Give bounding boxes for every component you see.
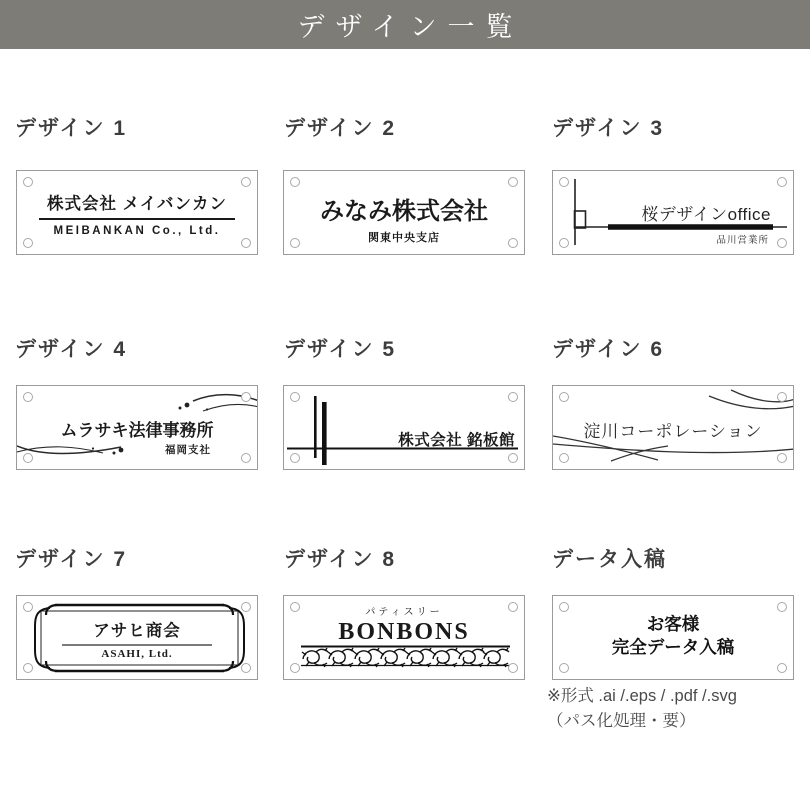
screw-hole-icon <box>777 177 787 187</box>
screw-hole-icon <box>777 453 787 463</box>
plate5-company-name: 株式会社 銘板館 <box>398 432 515 449</box>
screw-hole-icon <box>777 392 787 402</box>
screw-hole-icon <box>241 238 251 248</box>
data-upload-note <box>547 684 737 734</box>
screw-hole-icon <box>508 177 518 187</box>
page-title: デザイン一覧 <box>297 12 524 42</box>
screw-hole-icon <box>23 602 33 612</box>
screw-hole-icon <box>290 663 300 673</box>
screw-hole-icon <box>559 177 569 187</box>
screw-hole-icon <box>559 453 569 463</box>
plate6-company-name: 淀川コーポレーション <box>583 422 763 441</box>
note-outline-required: （パス化処理・要） <box>547 712 696 730</box>
screw-hole-icon <box>23 177 33 187</box>
screw-hole-icon <box>508 663 518 673</box>
plate1-company-name-en: MEIBANKAN Co., Ltd. <box>53 225 221 237</box>
plate7-company-name-en: ASAHI, Ltd. <box>101 647 173 660</box>
label-data-upload: データ入稿 <box>552 548 667 571</box>
note-formats: ※形式 .ai /.eps / .pdf /.svg <box>547 687 737 705</box>
screw-hole-icon <box>23 663 33 673</box>
screw-hole-icon <box>508 392 518 402</box>
data-upload-line2: 完全データ入稿 <box>611 637 735 657</box>
plate2-branch-name: 関東中央支店 <box>368 232 440 244</box>
plate-design-2 <box>283 170 525 255</box>
screw-hole-icon <box>559 602 569 612</box>
plate-data-upload <box>552 595 794 680</box>
label-design-3: デザイン 3 <box>552 117 665 140</box>
screw-hole-icon <box>777 238 787 248</box>
plate8-shop-name: BONBONS <box>338 619 470 645</box>
screw-hole-icon <box>290 602 300 612</box>
screw-hole-icon <box>508 238 518 248</box>
plate1-company-name: 株式会社 メイバンカン <box>47 195 227 213</box>
plate-design-8 <box>283 595 525 680</box>
label-design-5: デザイン 5 <box>284 338 397 361</box>
screw-hole-icon <box>23 453 33 463</box>
plate7-divider-line <box>62 644 212 646</box>
label-design-7: デザイン 7 <box>15 548 128 571</box>
plate7-company-name: アサヒ商会 <box>93 622 181 640</box>
plate2-company-name: みなみ株式会社 <box>320 199 488 225</box>
screw-hole-icon <box>23 392 33 402</box>
plate-design-5 <box>283 385 525 470</box>
data-upload-line1: お客様 <box>646 614 700 634</box>
screw-hole-icon <box>508 453 518 463</box>
label-design-4: デザイン 4 <box>15 338 128 361</box>
page-header-bar <box>0 0 810 49</box>
screw-hole-icon <box>559 663 569 673</box>
label-design-2: デザイン 2 <box>284 117 397 140</box>
screw-hole-icon <box>508 602 518 612</box>
screw-hole-icon <box>559 392 569 402</box>
plate4-company-name: ムラサキ法律事務所 <box>60 421 214 440</box>
screw-hole-icon <box>559 238 569 248</box>
screw-hole-icon <box>241 453 251 463</box>
screw-hole-icon <box>23 238 33 248</box>
label-design-6: デザイン 6 <box>552 338 665 361</box>
screw-hole-icon <box>241 663 251 673</box>
screw-hole-icon <box>777 663 787 673</box>
plate3-branch-name: 品川営業所 <box>716 235 769 246</box>
plate-design-6 <box>552 385 794 470</box>
screw-hole-icon <box>241 602 251 612</box>
screw-hole-icon <box>290 453 300 463</box>
screw-hole-icon <box>777 602 787 612</box>
screw-hole-icon <box>241 392 251 402</box>
screw-hole-icon <box>290 238 300 248</box>
plate1-divider-line <box>39 218 235 220</box>
plate-design-4 <box>16 385 258 470</box>
plate-design-1 <box>16 170 258 255</box>
plate8-shop-type: パティスリー <box>365 607 443 618</box>
plate4-branch-name: 福岡支社 <box>165 444 211 456</box>
screw-hole-icon <box>290 177 300 187</box>
screw-hole-icon <box>241 177 251 187</box>
label-design-1: デザイン 1 <box>15 117 128 140</box>
plate-design-3 <box>552 170 794 255</box>
plate3-company-name: 桜デザインoffice <box>641 205 771 224</box>
label-design-8: デザイン 8 <box>284 548 397 571</box>
plate-design-7 <box>16 595 258 680</box>
screw-hole-icon <box>290 392 300 402</box>
